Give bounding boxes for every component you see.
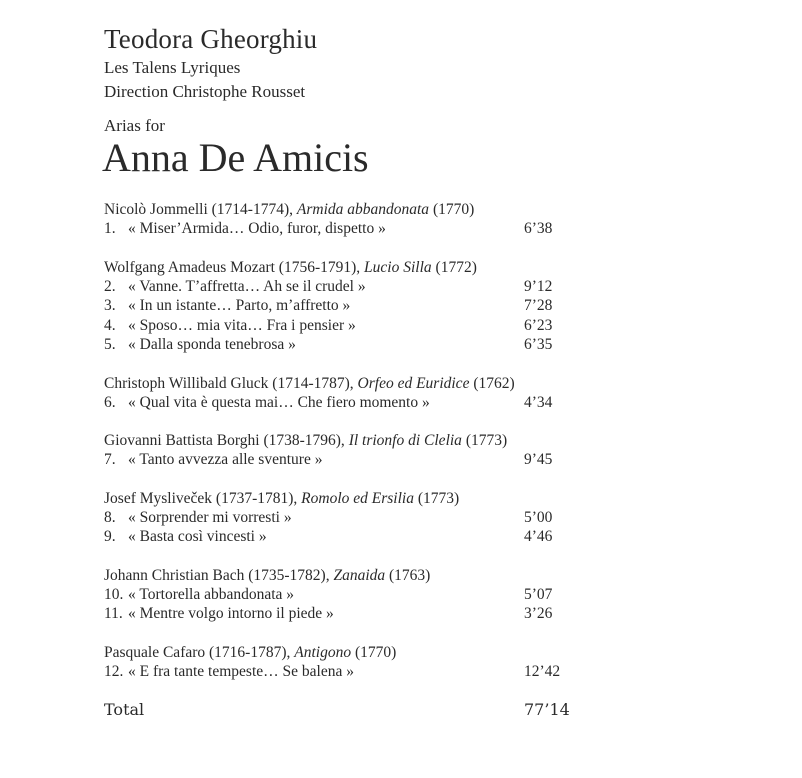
opera-year: (1770) xyxy=(429,201,475,218)
tracklist-page xyxy=(104,22,784,720)
track-title: « Dalla sponda tenebrosa » xyxy=(128,336,296,353)
opera-title: Lucio Silla xyxy=(364,258,432,276)
track-row xyxy=(104,296,784,316)
opera-title: Romolo ed Ersilia xyxy=(301,489,414,507)
track-number: 6. xyxy=(104,393,116,411)
composer-name: Nicolò Jommelli (1714-1774), xyxy=(104,201,297,218)
composer-name: Johann Christian Bach (1735-1782), xyxy=(104,566,334,584)
composer-name: Pasquale Cafaro (1716-1787), xyxy=(104,643,295,661)
track-row xyxy=(104,450,784,470)
track-duration: 9’45 xyxy=(524,451,553,468)
composer-line xyxy=(104,489,784,508)
track-duration: 5’00 xyxy=(524,508,553,526)
track-duration: 4’34 xyxy=(524,393,553,411)
opera-title: Il trionfo di Clelia xyxy=(348,432,462,449)
program-list xyxy=(104,200,784,681)
opera-year: (1773) xyxy=(461,432,508,449)
track-number: 1. xyxy=(104,220,116,237)
track-duration: 6’35 xyxy=(524,336,553,353)
track-duration: 9’12 xyxy=(524,277,553,295)
track-duration: 4’46 xyxy=(524,528,553,545)
track-row xyxy=(104,219,784,239)
track-number: 4. xyxy=(104,316,116,334)
composer-line xyxy=(104,200,784,219)
track-duration: 7’28 xyxy=(524,297,553,314)
track-title: « In un istante… Parto, m’affretto » xyxy=(128,297,351,314)
track-duration: 6’38 xyxy=(524,220,553,237)
composer-line xyxy=(104,374,784,393)
composer-name: Josef Mysliveček (1737-1781), xyxy=(104,489,302,507)
track-duration: 6’23 xyxy=(524,316,553,334)
track-title: « Tortorella abbandonata » xyxy=(128,585,295,603)
composer-group xyxy=(104,374,784,413)
track-row xyxy=(104,508,784,528)
composer-line xyxy=(104,643,784,662)
opera-year: (1770) xyxy=(351,643,397,661)
ensemble-name: Les Talens Lyriques xyxy=(104,58,241,77)
composer-name: Giovanni Battista Borghi (1738-1796), xyxy=(104,432,349,449)
track-title: « Mentre volgo intorno il piede » xyxy=(128,605,334,622)
opera-year: (1773) xyxy=(413,489,460,507)
composer-line xyxy=(104,566,784,585)
composer-group xyxy=(104,489,784,547)
track-row xyxy=(104,604,784,624)
track-title: « Sorprender mi vorresti » xyxy=(128,508,292,526)
opera-title: Armida abbandonata xyxy=(296,201,430,218)
opera-year: (1763) xyxy=(385,566,431,584)
track-number: 11. xyxy=(104,605,123,622)
composer-group xyxy=(104,431,784,470)
track-title: « Tanto avvezza alle sventure » xyxy=(128,451,323,468)
track-title: « Basta così vincesti » xyxy=(128,528,267,545)
track-duration: 3’26 xyxy=(524,605,553,622)
track-duration: 5’07 xyxy=(524,585,553,603)
opera-title: Zanaida xyxy=(333,566,386,584)
total-row xyxy=(104,700,784,720)
track-duration: 12’42 xyxy=(524,662,561,680)
track-row xyxy=(104,527,784,547)
total-label: Total xyxy=(104,700,145,719)
track-number: 12. xyxy=(104,662,124,680)
track-row xyxy=(104,662,784,682)
track-number: 2. xyxy=(104,277,116,295)
track-row xyxy=(104,335,784,355)
composer-name: Christoph Willibald Gluck (1714-1787), xyxy=(104,374,358,392)
composer-line xyxy=(104,431,784,450)
composer-group xyxy=(104,258,784,355)
track-number: 7. xyxy=(104,451,116,468)
album-title: Anna De Amicis xyxy=(102,135,369,180)
track-row xyxy=(104,585,784,605)
composer-group xyxy=(104,643,784,682)
track-number: 9. xyxy=(104,528,116,545)
track-row xyxy=(104,393,784,413)
track-number: 5. xyxy=(104,336,116,353)
track-title: « E fra tante tempeste… Se balena » xyxy=(128,662,354,680)
opera-title: Orfeo ed Euridice xyxy=(357,374,470,392)
track-title: « Sposo… mia vita… Fra i pensier » xyxy=(128,316,356,334)
composer-group xyxy=(104,566,784,624)
track-title: « Qual vita è questa mai… Che fiero momento » xyxy=(128,393,430,411)
opera-year: (1762) xyxy=(469,374,515,392)
opera-year: (1772) xyxy=(431,258,477,276)
arias-for-label: Arias for xyxy=(104,116,165,135)
track-title: « Vanne. T’affretta… Ah se il crudel » xyxy=(128,277,366,295)
composer-line xyxy=(104,258,784,277)
composer-group xyxy=(104,200,784,239)
track-number: 8. xyxy=(104,508,116,526)
track-title: « Miser’Armida… Odio, furor, dispetto » xyxy=(128,220,386,237)
artist-name: Teodora Gheorghiu xyxy=(104,24,318,54)
track-number: 3. xyxy=(104,297,116,314)
track-row xyxy=(104,277,784,297)
track-number: 10. xyxy=(104,585,124,603)
composer-name: Wolfgang Amadeus Mozart (1756-1791), xyxy=(104,258,365,276)
conductor-credit: Direction Christophe Rousset xyxy=(104,82,306,101)
total-duration: 77’14 xyxy=(524,700,570,719)
track-row xyxy=(104,316,784,336)
opera-title: Antigono xyxy=(294,643,352,661)
